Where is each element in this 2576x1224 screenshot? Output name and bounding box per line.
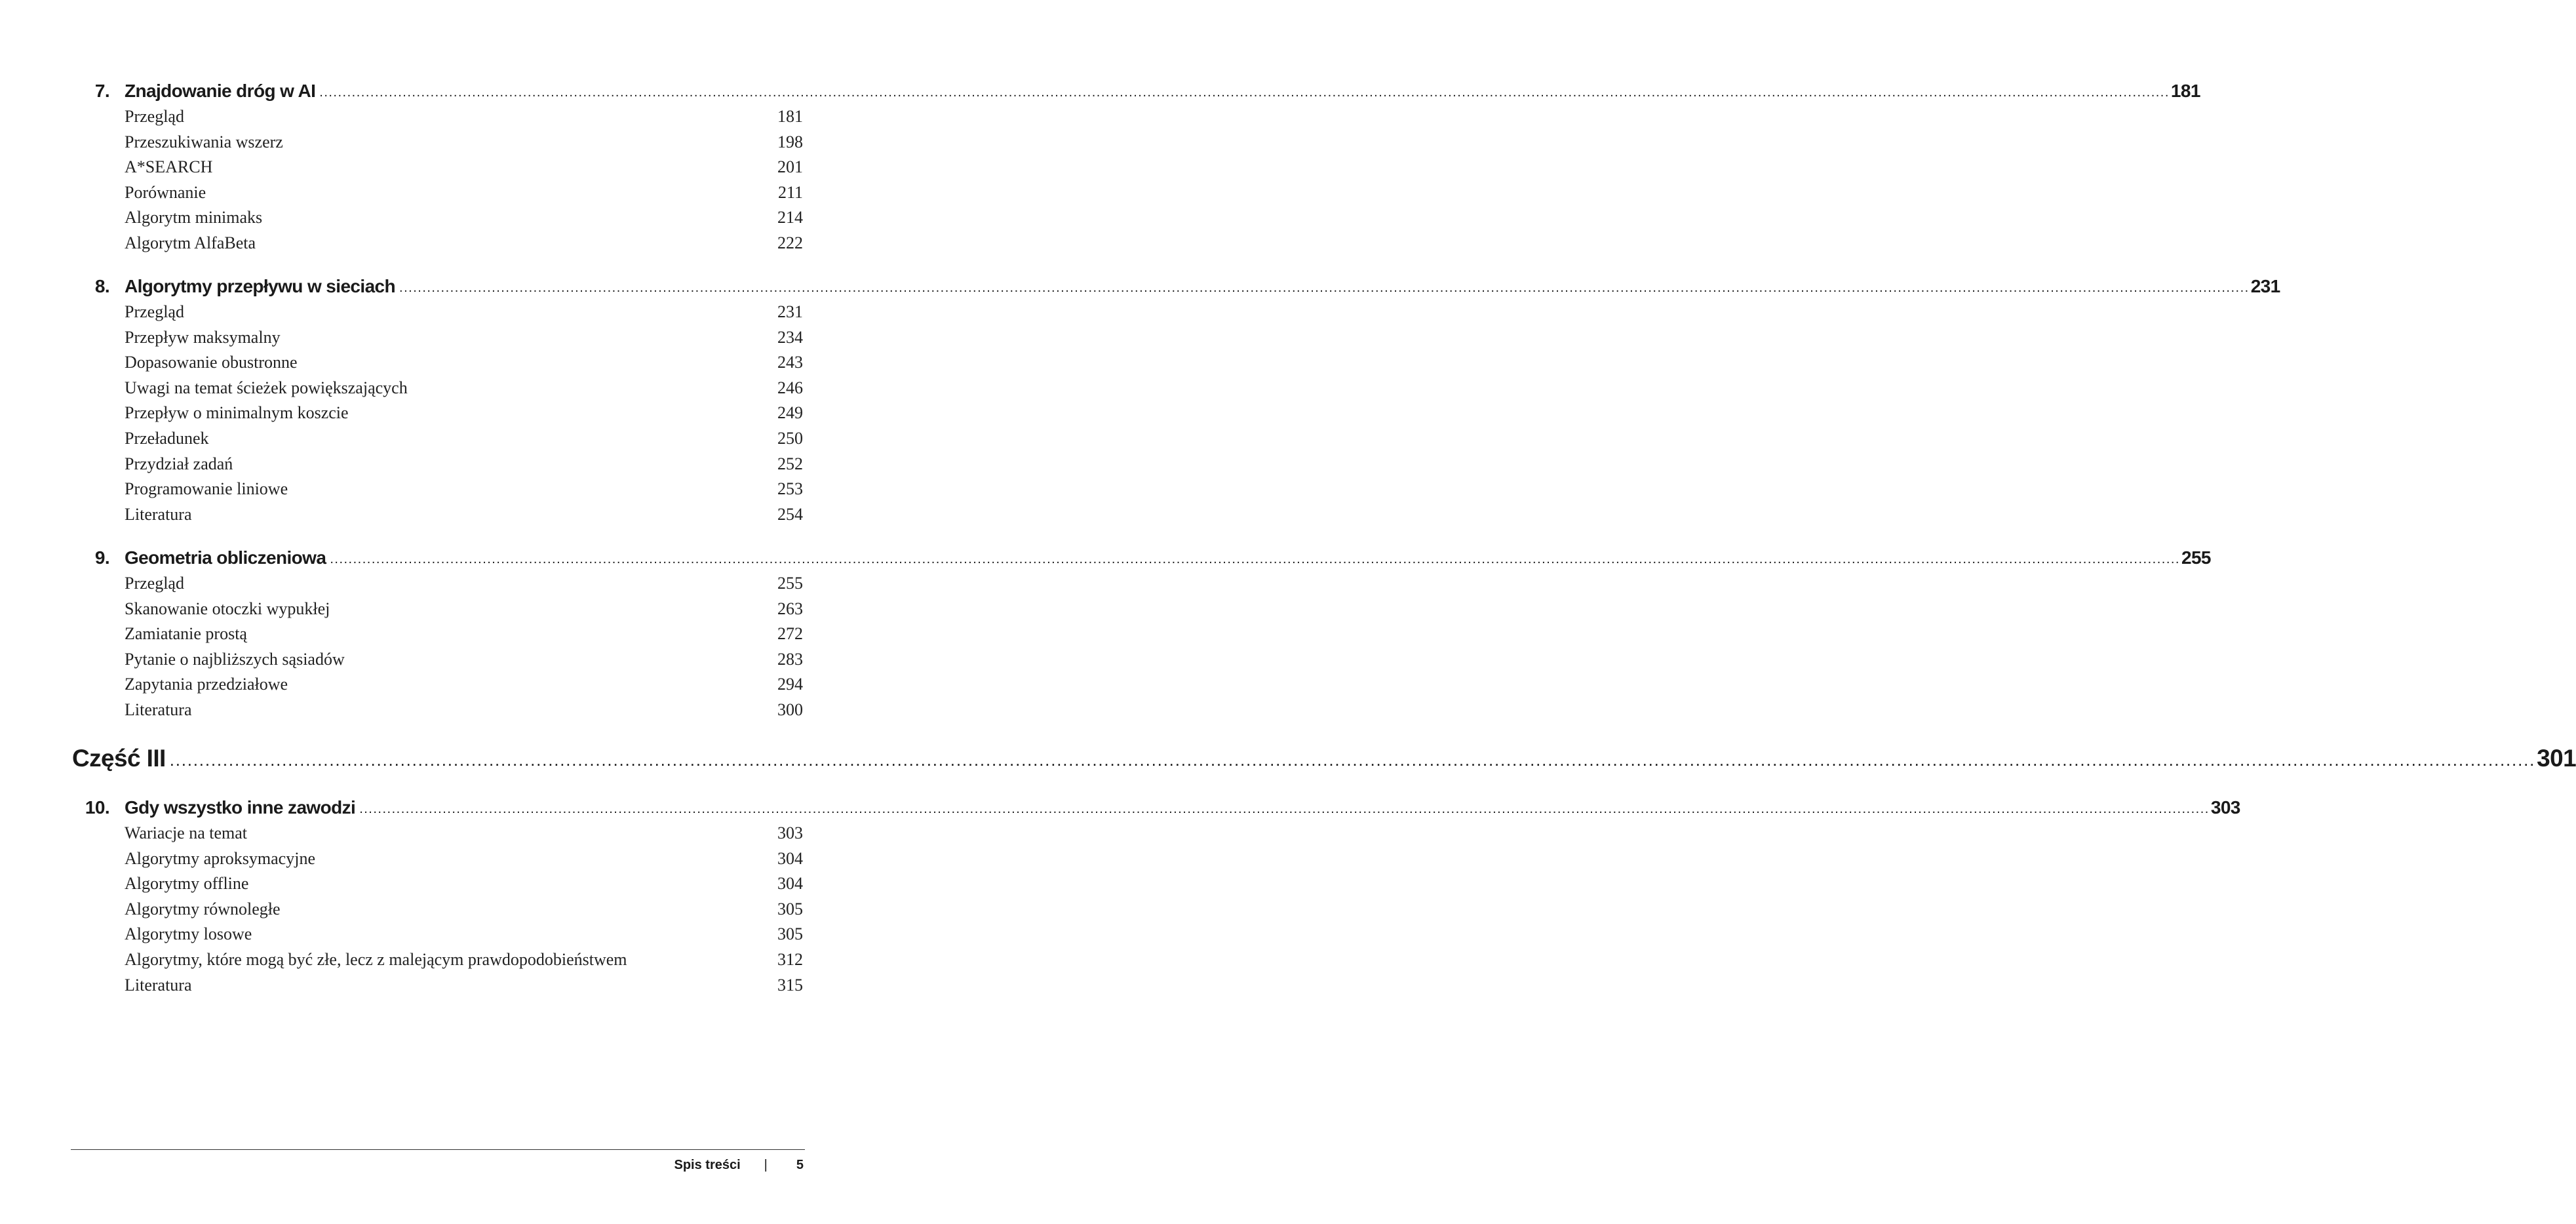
entry-page: 234 <box>777 327 803 347</box>
chapter-title-line[interactable] <box>125 547 2211 568</box>
footer-section-title: Spis treści <box>674 1157 741 1172</box>
chapter-heading <box>0 546 2211 572</box>
chapter-number: 8. <box>94 276 109 296</box>
entry-page: 252 <box>777 454 803 473</box>
dot-leader: ................................................................................................................................................................................................................................................................................................................................................................................................................ <box>169 750 2536 770</box>
entry-label: Algorytmy losowe <box>125 924 252 944</box>
toc-entry[interactable] <box>0 453 867 479</box>
toc-entry[interactable] <box>0 182 867 207</box>
entry-page: 304 <box>777 874 803 894</box>
toc-entry[interactable] <box>0 377 867 403</box>
chapter-10 <box>0 796 2240 999</box>
entry-label: Programowanie liniowe <box>125 479 288 499</box>
entry-label: Pytanie o najbliższych sąsiadów <box>125 649 345 669</box>
entry-page: 315 <box>777 975 803 995</box>
entry-label: Zamiatanie prostą <box>125 624 247 644</box>
entry-label: Przegląd <box>125 574 184 593</box>
entry-page: 246 <box>777 378 803 397</box>
chapter-page: 255 <box>2181 547 2211 568</box>
toc-entry[interactable] <box>0 106 867 131</box>
entry-list <box>0 572 867 724</box>
entry-page: 181 <box>777 107 803 126</box>
entry-label: Algorytmy aproksymacyjne <box>125 848 315 868</box>
chapter-heading <box>0 275 2280 301</box>
toc-entry[interactable] <box>0 873 867 898</box>
chapter-title-line[interactable] <box>125 276 2280 297</box>
entry-page: 304 <box>777 848 803 868</box>
entry-page: 249 <box>777 403 803 423</box>
entry-label: Skanowanie otoczki wypukłej <box>125 599 330 618</box>
toc-entry[interactable] <box>0 232 867 258</box>
entry-list <box>0 301 867 528</box>
toc-entry[interactable] <box>0 326 867 352</box>
toc-entry[interactable] <box>0 898 867 924</box>
chapter-page: 303 <box>2210 797 2240 818</box>
toc-entry[interactable] <box>0 598 867 623</box>
chapter-title: Geometria obliczeniowa <box>125 547 326 568</box>
chapter-heading <box>0 796 2240 822</box>
toc-entry[interactable] <box>0 848 867 873</box>
chapter-title: Algorytmy przepływu w sieciach <box>125 276 396 296</box>
entry-label: Literatura <box>125 504 192 524</box>
chapter-number: 10. <box>85 797 109 818</box>
toc-entry[interactable] <box>0 301 867 326</box>
footer-rule <box>71 1149 805 1150</box>
entry-label: Algorytm minimaks <box>125 208 263 227</box>
entry-label: Zapytania przedziałowe <box>125 675 288 694</box>
part-title: Część III <box>72 745 166 772</box>
chapter-title-line[interactable] <box>125 81 2200 102</box>
entry-page: 211 <box>777 182 803 202</box>
entry-label: Algorytmy offline <box>125 874 249 894</box>
toc-entry[interactable] <box>0 648 867 674</box>
chapter-number: 7. <box>94 81 109 101</box>
entry-label: Wariacje na temat <box>125 823 248 842</box>
page-footer <box>674 1154 804 1176</box>
toc-entry[interactable] <box>0 572 867 598</box>
footer-page-number: 5 <box>796 1157 804 1172</box>
entry-page: 254 <box>777 504 803 524</box>
entry-label: Przeładunek <box>125 428 209 448</box>
part-heading <box>0 745 2576 781</box>
entry-label: Przydział zadań <box>125 454 233 473</box>
entry-label: Algorytmy równoległe <box>125 899 281 918</box>
entry-label: Algorytm AlfaBeta <box>125 233 256 252</box>
entry-label: Przepływ maksymalny <box>125 327 281 347</box>
chapter-title: Gdy wszystko inne zawodzi <box>125 797 356 818</box>
toc-entry[interactable] <box>0 207 867 232</box>
toc-entry[interactable] <box>0 974 867 1000</box>
entry-page: 255 <box>777 574 803 593</box>
entry-label: Algorytmy, które mogą być złe, lecz z malejącym prawdopodobieństwem <box>125 949 627 969</box>
entry-page: 272 <box>777 624 803 644</box>
toc-entry[interactable] <box>0 427 867 453</box>
chapter-9 <box>0 546 2211 724</box>
part-page: 301 <box>2537 745 2576 772</box>
dot-leader: ................................................................................................................................................................................................................................................................................................................................................................................................................ <box>359 802 2210 816</box>
toc-entry[interactable] <box>0 949 867 974</box>
toc-entry[interactable] <box>0 923 867 949</box>
dot-leader: ................................................................................................................................................................................................................................................................................................................................................................................................................ <box>399 281 2250 295</box>
chapter-heading <box>0 79 2200 106</box>
entry-label: Przegląd <box>125 302 184 321</box>
toc-entry[interactable] <box>0 131 867 157</box>
entry-page: 263 <box>777 599 803 618</box>
toc-entry[interactable] <box>0 623 867 648</box>
chapter-title-line[interactable] <box>125 797 2240 818</box>
chapter-title: Znajdowanie dróg w AI <box>125 81 316 101</box>
entry-label: Literatura <box>125 975 192 995</box>
chapter-page: 231 <box>2250 276 2280 296</box>
entry-list <box>0 822 867 999</box>
chapter-7 <box>0 79 2200 258</box>
dot-leader: ................................................................................................................................................................................................................................................................................................................................................................................................................ <box>319 85 2170 100</box>
entry-label: Przepływ o minimalnym koszcie <box>125 403 349 423</box>
part-title-line[interactable] <box>72 745 2576 772</box>
entry-page: 214 <box>777 208 803 227</box>
chapter-page: 181 <box>2170 81 2200 101</box>
chapter-8 <box>0 275 2280 528</box>
entry-page: 283 <box>777 649 803 669</box>
entry-label: A*SEARCH <box>125 157 213 177</box>
entry-page: 294 <box>777 675 803 694</box>
entry-page: 300 <box>777 700 803 719</box>
toc-entry[interactable] <box>0 822 867 848</box>
entry-page: 253 <box>777 479 803 499</box>
toc-entry[interactable] <box>0 402 867 427</box>
entry-label: Literatura <box>125 700 192 719</box>
dot-leader: ................................................................................................................................................................................................................................................................................................................................................................................................................ <box>330 552 2180 566</box>
entry-page: 222 <box>777 233 803 252</box>
entry-page: 201 <box>777 157 803 177</box>
toc-entry[interactable] <box>0 503 867 529</box>
toc-entry[interactable] <box>0 351 867 377</box>
entry-page: 312 <box>777 949 803 969</box>
entry-list <box>0 106 867 258</box>
entry-page: 303 <box>777 823 803 842</box>
toc-entry[interactable] <box>0 699 867 724</box>
entry-label: Dopasowanie obustronne <box>125 353 298 372</box>
entry-page: 243 <box>777 353 803 372</box>
entry-label: Przegląd <box>125 107 184 126</box>
toc-entry[interactable] <box>0 156 867 182</box>
entry-label: Przeszukiwania wszerz <box>125 132 283 151</box>
entry-label: Uwagi na temat ścieżek powiększających <box>125 378 408 397</box>
entry-page: 198 <box>777 132 803 151</box>
entry-page: 250 <box>777 428 803 448</box>
entry-page: 305 <box>777 899 803 918</box>
toc-entry[interactable] <box>0 673 867 699</box>
chapter-number: 9. <box>94 547 109 568</box>
toc-entry[interactable] <box>0 478 867 503</box>
entry-page: 231 <box>777 302 803 321</box>
entry-page: 305 <box>777 924 803 944</box>
footer-separator: | <box>764 1157 768 1172</box>
entry-label: Porównanie <box>125 182 206 202</box>
